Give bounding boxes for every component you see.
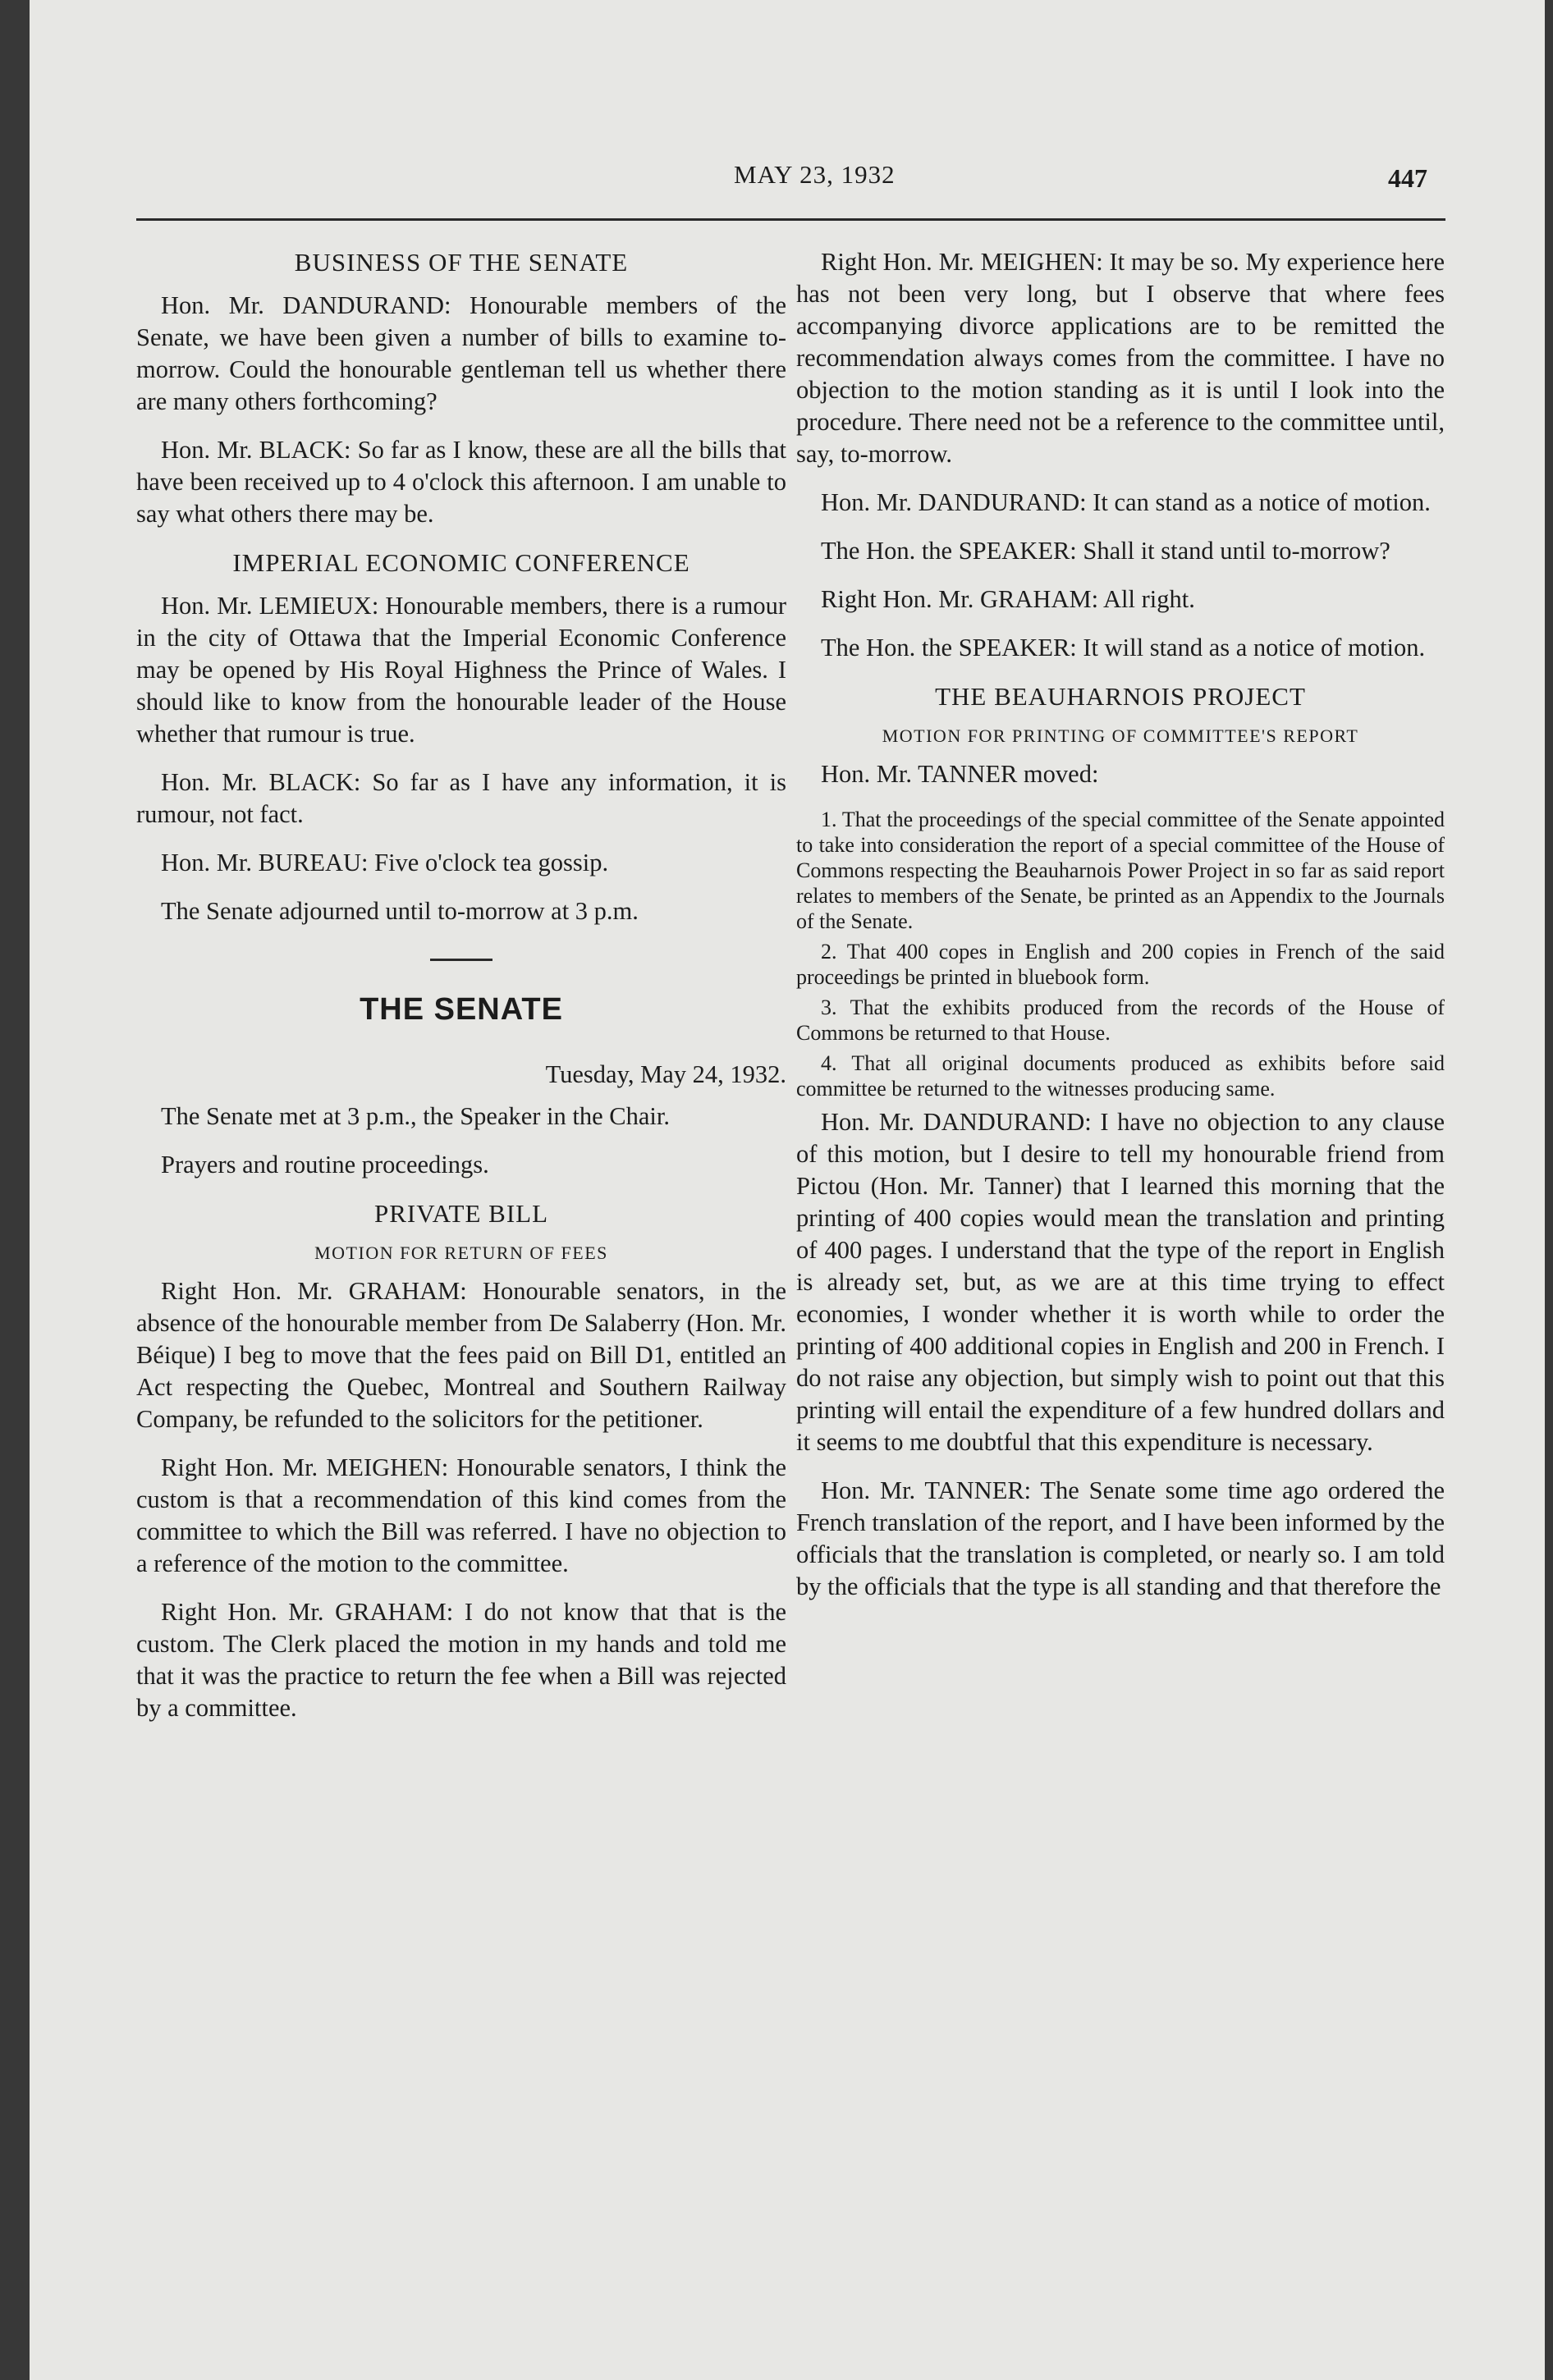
paragraph: Right Hon. Mr. MEIGHEN: It may be so. My experience here has not been very long, but I observe that where fees accompanying divorce applications are to be remitted the recommendation always comes from the committee. I have no objection to the motion standing as it is until I look into the procedure. There need not be a reference to the committee until, say, to-morrow.: [796, 248, 1445, 468]
page-number: 447: [1388, 163, 1427, 193]
right-column: [796, 246, 1445, 1619]
paragraph: Hon. Mr. TANNER: The Senate some time ago ordered the French translation of the report, and I have been informed by the officials that the translation is completed, or nearly so. I am told by the officials that the type is all standing and that therefore the: [796, 1476, 1445, 1600]
left-column: [136, 246, 786, 1741]
paragraph: Hon. Mr. BLACK: So far as I know, these are all the bills that have been received up to 4 o'clock this afternoon. I am unable to say what others there may be.: [136, 436, 786, 528]
motion-item: 4. That all original documents produced as exhibits before said committee be returned to the witnesses producing same.: [796, 1051, 1445, 1101]
section-divider: [430, 959, 492, 961]
paragraph: Hon. Mr. DANDURAND: It can stand as a notice of motion.: [821, 488, 1431, 516]
motion-item: 2. That 400 copes in English and 200 copies in French of the said proceedings be printed in bluebook form.: [796, 940, 1445, 989]
header-rule: [136, 218, 1445, 221]
paragraph: The Hon. the SPEAKER: It will stand as a notice of motion.: [821, 634, 1426, 661]
paragraph: Hon. Mr. BLACK: So far as I have any information, it is rumour, not fact.: [136, 768, 786, 828]
paragraph: Hon. Mr. LEMIEUX: Honourable members, there is a rumour in the city of Ottawa that the Imperial Economic Conference may be opened by His Royal Highness the Prince of Wales. I should like to know from the honourable leader of the House whether that rumour is true.: [136, 592, 786, 748]
paragraph: Hon. Mr. DANDURAND: I have no objection to any clause of this motion, but I desire to tell my honourable friend from Pictou (Hon. Mr. Tanner) that I learned this morning that the printing of 400 copies would mean the translation and printing of 400 pages. I understand that the type of the report in English is already set, but, as we are at this time trying to effect economies, I wonder whether it is worth while to order the printing of 400 additional copies in English and 200 in French. I do not raise any objection, but simply wish to point out that this printing will entail the expenditure of a few hundred dollars and it seems to me doubtful that this expenditure is necessary.: [796, 1108, 1445, 1456]
running-header-date: MAY 23, 1932: [734, 160, 896, 189]
paragraph: The Hon. the SPEAKER: Shall it stand until to-morrow?: [821, 537, 1390, 565]
senate-heading: THE SENATE: [360, 992, 563, 1027]
paragraph: Hon. Mr. BUREAU: Five o'clock tea gossip.: [161, 849, 609, 876]
sitting-date: Tuesday, May 24, 1932.: [545, 1060, 786, 1088]
paragraph: Right Hon. Mr. GRAHAM: Honourable senators, in the absence of the honourable member from De Salaberry (Hon. Mr. Béique) I beg to move that the fees paid on Bill D1, entitled an Act respecting the Quebec, Montreal and Southern Railway Company, be refunded to the solicitors for the petitioner.: [136, 1277, 786, 1433]
section-heading-imperial: IMPERIAL ECONOMIC CONFERENCE: [232, 548, 690, 577]
paragraph: The Senate adjourned until to-morrow at 3 p.m.: [161, 897, 639, 925]
section-heading-business: BUSINESS OF THE SENATE: [294, 248, 629, 277]
paragraph: The Senate met at 3 p.m., the Speaker in the Chair.: [161, 1102, 670, 1130]
subheading-motion-fees: MOTION FOR RETURN OF FEES: [314, 1243, 608, 1263]
paragraph: Right Hon. Mr. MEIGHEN: Honourable senators, I think the custom is that a recommendation of this kind comes from the committee to which the Bill was referred. I have no objection to a reference of the motion to the committee.: [136, 1453, 786, 1577]
paragraph: Hon. Mr. DANDURAND: Honourable members of the Senate, we have been given a number of bills to examine to-morrow. Could the honourable gentleman tell us whether there are many others forthcoming?: [136, 291, 786, 415]
paragraph: Right Hon. Mr. GRAHAM: I do not know that that is the custom. The Clerk placed the motion in my hands and told me that it was the practice to return the fee when a Bill was rejected by a committee.: [136, 1598, 786, 1722]
section-heading-private-bill: PRIVATE BILL: [373, 1199, 549, 1228]
section-heading-beauharnois: THE BEAUHARNOIS PROJECT: [935, 682, 1306, 711]
motion-item: 1. That the proceedings of the special committee of the Senate appointed to take into consideration the report of a special committee of the House of Commons respecting the Beauharnois Power Project in so far as said report relates to members of the Senate, be printed as an Appendix to the Journals of the Senate.: [796, 808, 1445, 933]
paragraph: Prayers and routine proceedings.: [161, 1151, 489, 1179]
motion-item: 3. That the exhibits produced from the records of the House of Commons be returned to that House.: [796, 995, 1445, 1045]
paragraph: Hon. Mr. TANNER moved:: [821, 760, 1099, 788]
subheading-motion-printing: MOTION FOR PRINTING OF COMMITTEE'S REPORT: [882, 725, 1359, 746]
paragraph: Right Hon. Mr. GRAHAM: All right.: [821, 585, 1195, 613]
page: [30, 0, 1545, 2380]
